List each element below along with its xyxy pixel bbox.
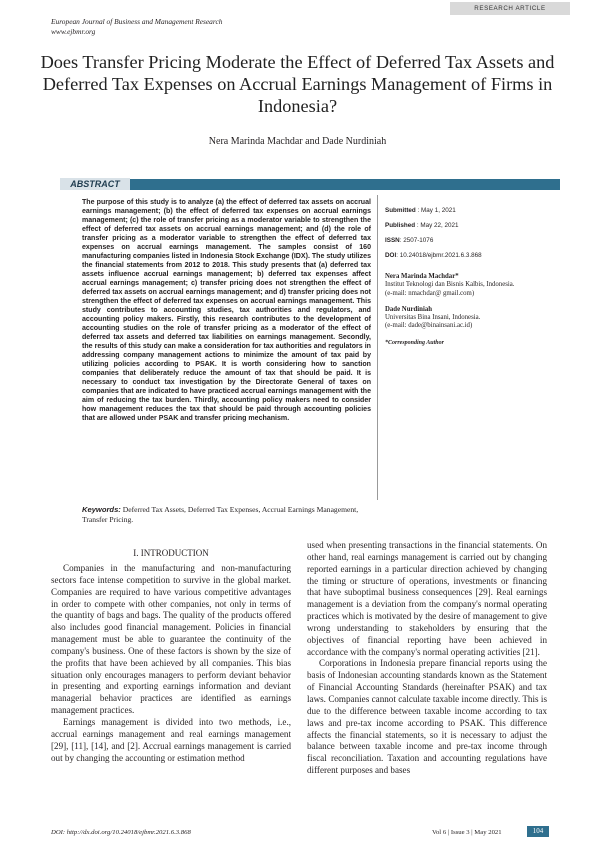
keywords-label: Keywords:: [82, 505, 121, 514]
page-number: 104: [527, 826, 549, 837]
author2-email[interactable]: (e-mail: dade@binainsani.ac.id): [385, 322, 473, 330]
article-meta: [385, 207, 535, 267]
keywords-text: Deferred Tax Assets, Deferred Tax Expenses, Accrual Earnings Management, Transfer Pricing.: [82, 505, 359, 524]
submitted-value: : May 1, 2021: [417, 207, 456, 214]
abstract-text: The purpose of this study is to analyze (a) the effect of deferred tax assets on accrual earnings management; (b) the effect of deferred tax expenses on accrual earnings management; (c) the role of transfer pricing as a moderator variable to strengthen the effect of deferred tax assets on accrual earnings management; and (d) the role of transfer pricing as a moderator variable to strengthen the effect of deferred tax expenses on accrual earnings management. The samples consist of 160 manufacturing companies listed in Indonesia Stock Exchange (IDX). The study utilizes the financial statements from 2012 to 2018. This study presents that (a) deferred tax assets influence accrual earnings management; b) deferred tax expenses affect accrual earnings management; c) transfer pricing does not strengthen the effect of deferred tax assets on accrual earnings management; and d) transfer pricing does not strengthen the effect of deferred tax expenses on accrual earnings management. This study contributes to accounting studies, tax authorities and regulators, and accounting policy makers. Firstly, this research contributes to the development of accounting studies on the role of transfer pricing as a moderator of the effect of deferred tax assets and deferred tax liabilities on earnings management. Secondly, the results of this study can make a consideration for tax authorities and regulators in addressing company management actions to minimize the amount of tax paid by utilizing policies according to PSAK. It is worth considering how to sanction companies that deliberately reduce the amount of tax that should be paid. It is necessary to conduct tax investigation by the Directorate General of taxes on companies that are indicated to have practiced accrual earnings management with the aim of reducing the tax burden. Thirdly, accounting policy makers need to consider how management reduces the tax that should be paid through accounting policies that are allowed under PSAK and transfer pricing mechanism.: [82, 199, 372, 422]
author2-name: Dade Nurdiniah: [385, 305, 433, 313]
published-value: : May 22, 2021: [416, 222, 459, 229]
paragraph: Companies in the manufacturing and non-manufacturing sectors face intense competition to survive in the global market. Companies are required to have various competitive advantages in order to compete with other companies, not only in terms of the quantity of bags and bags. The quality of the products offered also includes good financial management. Policies in financial management must be able to guarantee the continuity of the company's business. One of these factors is shown by the size of the profits that have been achieved by all companies. This bias situation only encourages managers to perform deviant behavior in presenting and exporting earnings information and deviant managerial behavior practices are identified as earnings management practices.: [51, 563, 291, 716]
paper-title: Does Transfer Pricing Moderate the Effect of Deferred Tax Assets and Deferred Tax Expenses on Accrual Earnings Management of Firms in Indonesia?: [40, 52, 555, 116]
footer-doi[interactable]: DOI: http://dx.doi.org/10.24018/ejbmr.2021.6.3.868: [51, 829, 191, 836]
abstract-bar: [60, 179, 560, 190]
article-type-badge: RESEARCH ARTICLE: [450, 2, 570, 15]
author1-email[interactable]: (e-mail: nmachdar@ gmail.com): [385, 289, 475, 297]
body-column-left: [51, 563, 291, 764]
published-label: Published: [385, 222, 416, 229]
body-column-right: [307, 540, 547, 777]
paragraph: used when presenting transactions in the financial statements. On other hand, real earnings management is carried out by changing reported earnings in a particular direction achieved by changing the timing or structure of operations, investments or financing that have suboptimal business consequences [29]. Real earnings management is a deviation from the company's normal operating practices which is motivated by the desire of management to give wrong understanding to stakeholders by ensuring that the objectives of financial reporting have been achieved in accordance with the company's normal operating activities [21].: [307, 540, 547, 657]
published-row: [385, 222, 535, 237]
abstract-label: ABSTRACT: [60, 178, 130, 190]
author1-institution: Institut Teknologi dan Bisnis Kalbis, Indonesia.: [385, 281, 515, 289]
author-affiliations: [385, 273, 530, 347]
journal-name: European Journal of Business and Management Research: [51, 17, 223, 26]
issn-row: [385, 237, 535, 252]
issn-value: : 2507-1076: [399, 237, 434, 244]
paragraph: Corporations in Indonesia prepare financial reports using the basis of Indonesian accounting standards known as the Statement of Financial Accounting Standards (hereinafter PSAK) and tax laws. Companies cannot calculate taxable income directly. This is due to the difference between taxable income according to tax laws and pre-tax income according to PSAK. This difference affects the financial statements, so it is necessary to adjust the balance between taxable income and pre-tax income through fiscal reconciliation. Taxation and accounting regulations have different purposes and bases: [307, 658, 547, 776]
submitted-label: Submitted: [385, 207, 416, 214]
footer-volume: Vol 6 | Issue 3 | May 2021: [432, 829, 502, 836]
paper-authors: Nera Marinda Machdar and Dade Nurdiniah: [208, 136, 387, 147]
keywords: [82, 505, 382, 525]
submitted-row: [385, 207, 535, 222]
doi-value[interactable]: : 10.24018/ejbmr.2021.6.3.868: [396, 252, 482, 259]
journal-url[interactable]: www.ejbmr.org: [51, 26, 96, 36]
doi-row: [385, 252, 535, 267]
section-heading: I. INTRODUCTION: [133, 548, 209, 558]
author1-name: Nera Marinda Machdar*: [385, 273, 459, 280]
paragraph: Earnings management is divided into two methods, i.e., accrual earnings management and real earnings management [29], [11], [14], and [2]. Accrual earnings management is carried out by changing the accounting or estimation method: [51, 716, 291, 763]
doi-label: DOI: [385, 252, 397, 259]
author2-institution: Universitas Bina Insani, Indonesia.: [385, 314, 481, 322]
journal-header: [51, 17, 222, 36]
issn-label: ISSN: [385, 237, 400, 244]
corresponding-note: *Corresponding Author: [385, 339, 444, 346]
column-divider: [377, 195, 378, 500]
